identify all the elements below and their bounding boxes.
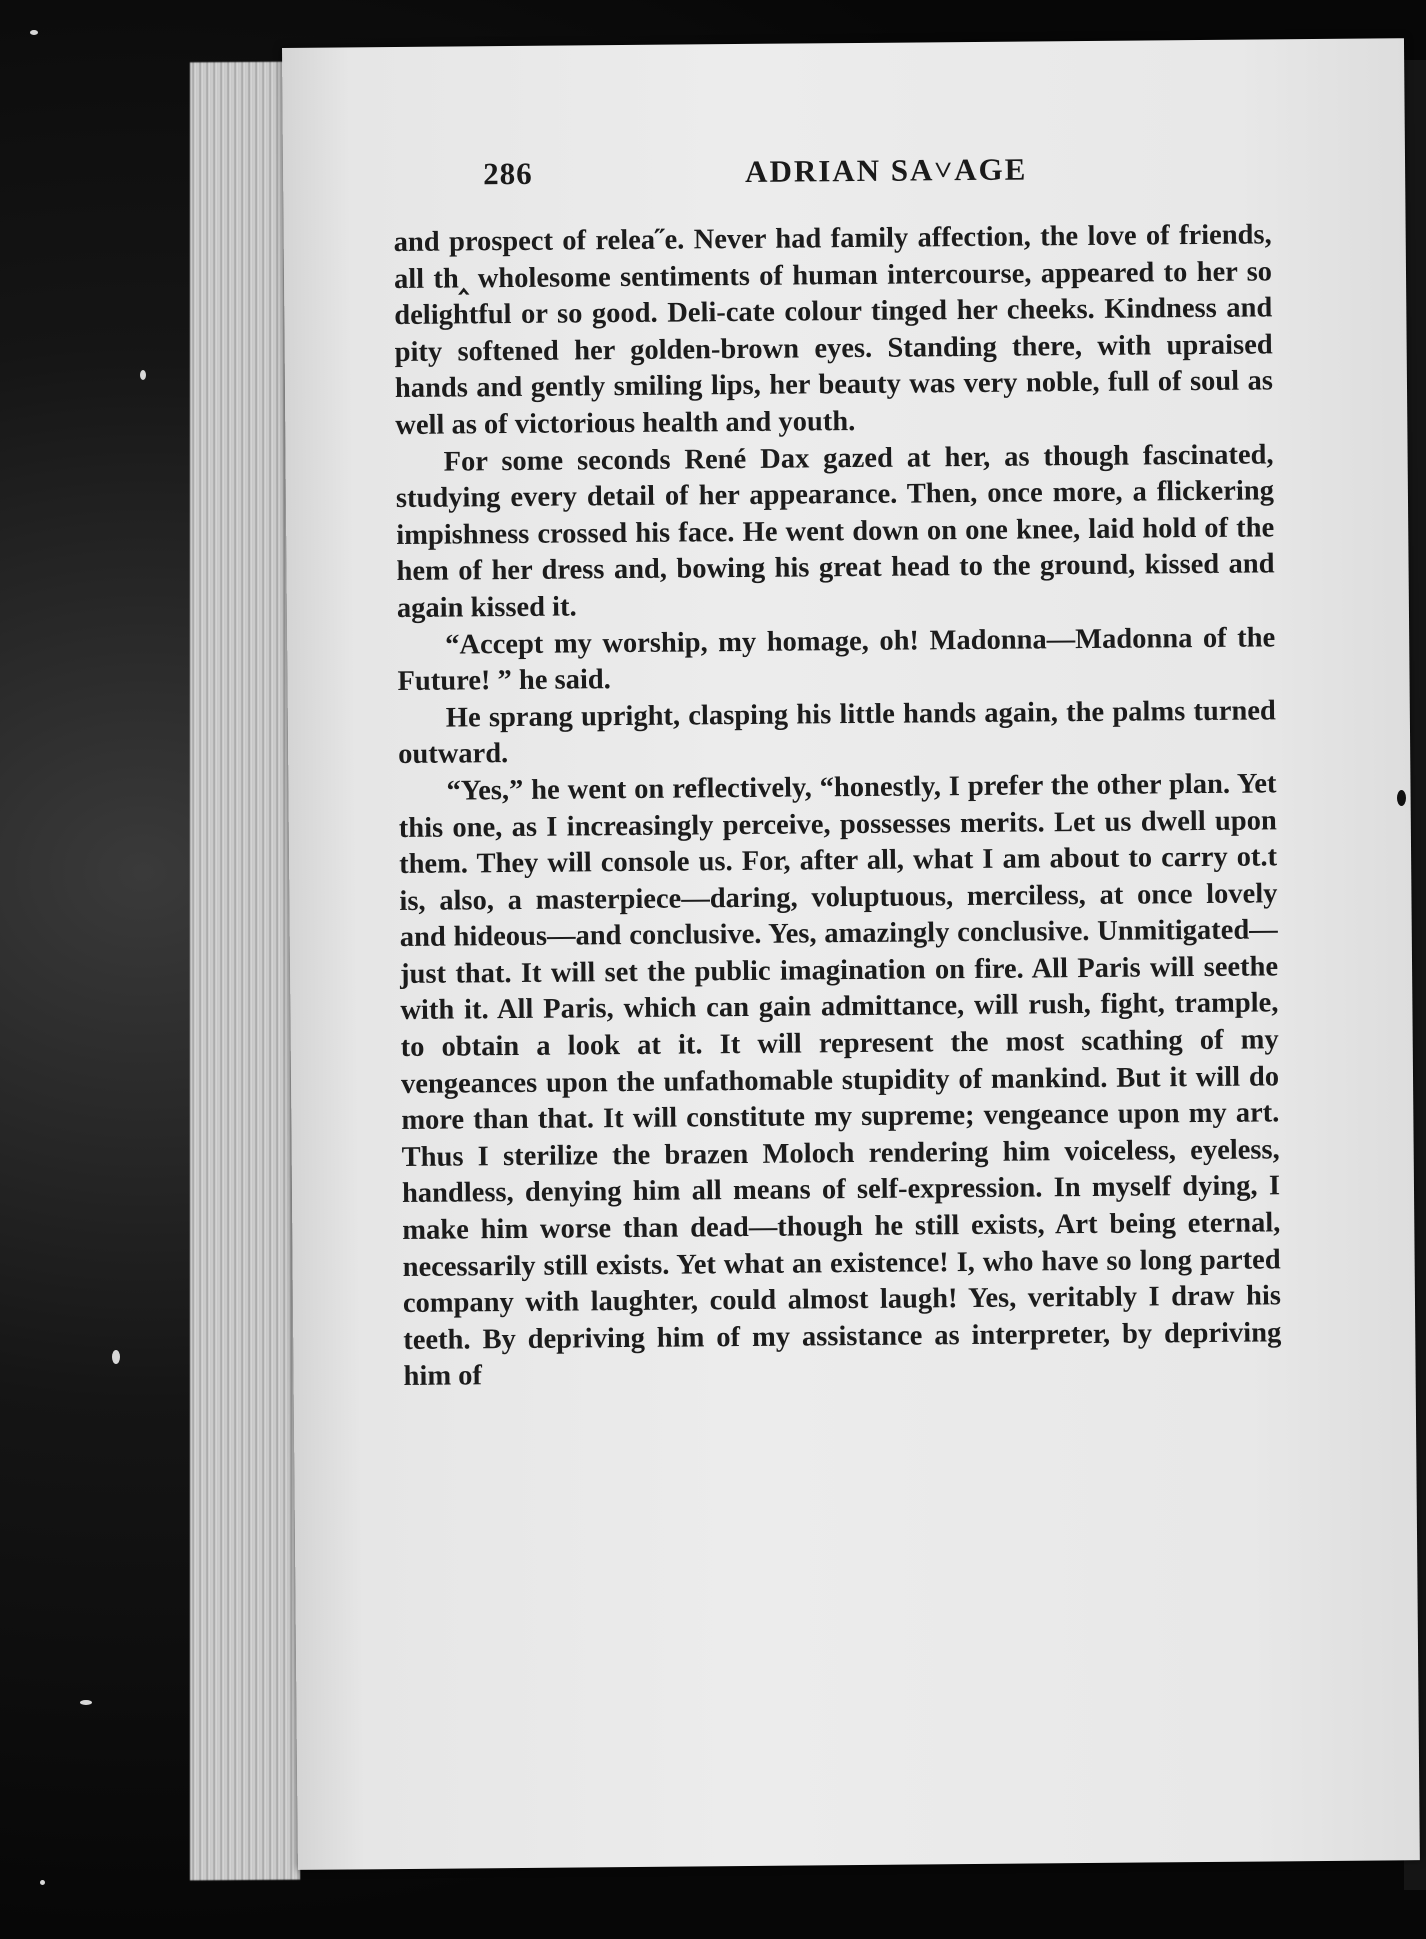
page-number: 286 [482, 155, 533, 192]
page-header [483, 149, 1343, 207]
paragraph: He sprang upright, clasping his little hands again, the palms turned outward. [398, 695, 1276, 771]
book-page [282, 38, 1420, 1870]
paragraph: For some seconds René Dax gazed at her, as though fascinated, studying every detail of her appearance. Then, once more, a flickering impishness crossed his face. He went down on one knee, laid hold of the hem of her dress and, bowing his great head to the ground, kissed and again kissed it. [395, 438, 1275, 624]
dust-speck [140, 370, 146, 380]
body-text [394, 217, 1282, 1396]
paragraph: “Yes,” he went on reflectively, “honestly, I prefer the other plan. Yet this one, as I increasingly perceive, possesses merits. Let us dwell upon them. They will console us. For, after all, what I am about to carry ot.t is, also, a masterpiece—daring, voluptuous, merciless, at once lovely and hideous—and conclusive. Yes, amazingly conclusive. Unmitigated—just that. It will set the public imagination on fire. All Paris will seethe with it. All Paris, which can gain admittance, will rush, fight, trample, to obtain a look at it. It will represent the most scathing of my vengeances upon the unfathomable stupidity of mankind. But it will do more than that. It will constitute my supreme; vengeance upon my art. Thus I sterilize the brazen Moloch rendering him voiceless, eyeless, handless, denying him all means of self-expression. In myself dying, I make him worse than dead—though he still exists, Art being eternal, necessarily still exists. Yet what an existence! I, who have so long parted company with laughter, could almost laugh! Yes, veritably I draw his teeth. By depriving him of my assistance as interpreter, by depriving him of [398, 768, 1282, 1393]
running-head: ADRIAN SA˅AGE [744, 151, 1028, 189]
dust-speck [30, 30, 38, 35]
ink-dot [1397, 790, 1406, 806]
dust-speck [80, 1700, 92, 1705]
dust-speck [40, 1880, 45, 1885]
paragraph: and prospect of relea˝e. Never had family affection, the love of friends, all th‸ wholesome sentiments of human intercourse, appeared to her so delightful or so good. Deli-cate colour tinged her cheeks. Kindness and pity softened her golden-brown eyes. Standing there, with upraised hands and gently smiling lips, her beauty was very noble, full of soul as well as of victorious health and youth. [393, 219, 1274, 441]
paragraph: “Accept my worship, my homage, oh! Madonna—Madonna of the Future! ” he said. [397, 621, 1276, 698]
dust-speck [112, 1350, 120, 1364]
